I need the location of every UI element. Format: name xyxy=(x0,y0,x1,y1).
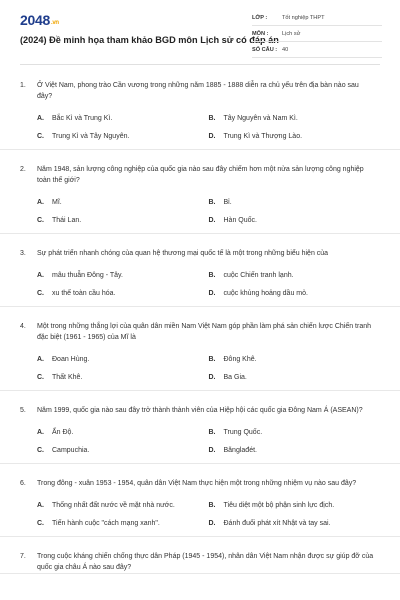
option-letter: D. xyxy=(208,519,216,527)
question-6 xyxy=(0,464,400,537)
question-number: 1. xyxy=(20,82,26,89)
logo-suffix: .vn xyxy=(50,20,59,26)
option-text: cuộc khủng hoảng dầu mỏ. xyxy=(223,289,308,297)
option-letter: B. xyxy=(208,355,216,363)
option-a[interactable] xyxy=(37,193,209,211)
question-list xyxy=(0,66,400,574)
option-c[interactable] xyxy=(37,284,209,302)
option-text: Bắc Kì và Trung Kì. xyxy=(52,114,113,122)
option-text: Bỉ. xyxy=(223,198,232,206)
option-letter: B. xyxy=(208,271,216,279)
option-a[interactable] xyxy=(37,266,209,284)
question-text: Sự phát triển nhanh chóng của quan hệ thương mại quốc tế là một trong những biểu hiện của xyxy=(37,250,329,257)
question-4 xyxy=(0,307,400,391)
question-number: 5. xyxy=(20,407,26,414)
option-letter: A. xyxy=(37,198,44,206)
site-logo[interactable] xyxy=(20,12,59,28)
option-text: Trung Kì và Thượng Lào. xyxy=(223,132,303,140)
answer-options xyxy=(20,186,380,233)
answer-options xyxy=(20,102,380,149)
option-letter: D. xyxy=(208,289,216,297)
option-letter: B. xyxy=(208,198,216,206)
page-header xyxy=(0,0,400,66)
option-b[interactable] xyxy=(209,496,381,514)
option-text: cuộc Chiến tranh lạnh. xyxy=(223,271,294,279)
question-text: Trong cuộc kháng chiến chống thực dân Pháp (1945 - 1954), nhân dân Việt Nam nhận được sự giúp đỡ của quốc gia châu Á nào sau đây? xyxy=(37,553,374,571)
question-1 xyxy=(0,66,400,150)
option-letter: C. xyxy=(37,519,44,527)
option-c[interactable] xyxy=(37,514,209,532)
option-a[interactable] xyxy=(37,423,209,441)
option-a[interactable] xyxy=(37,109,209,127)
question-number: 4. xyxy=(20,323,26,330)
option-text: Đánh đuổi phát xít Nhật và tay sai. xyxy=(223,519,331,527)
option-text: Campuchia. xyxy=(52,446,90,454)
option-c[interactable] xyxy=(37,211,209,229)
meta-label: MÔN : xyxy=(252,30,269,37)
question-text: Năm 1999, quốc gia nào sau đây trở thành thành viên của Hiệp hội các quốc gia Đông Nam Á (ASEAN)? xyxy=(37,407,363,414)
option-letter: A. xyxy=(37,355,44,363)
option-text: mâu thuẫn Đông - Tây. xyxy=(52,271,123,279)
meta-value: Tốt nghiệp THPT xyxy=(282,14,325,21)
meta-row-question-count xyxy=(252,42,382,58)
exam-info-panel xyxy=(252,10,382,58)
option-text: Ba Gia. xyxy=(223,373,247,381)
option-letter: D. xyxy=(208,216,216,224)
meta-label: LỚP : xyxy=(252,14,268,21)
answer-options xyxy=(20,489,380,536)
option-text: Hàn Quốc. xyxy=(223,216,257,224)
option-c[interactable] xyxy=(37,127,209,145)
option-b[interactable] xyxy=(209,109,381,127)
question-number: 7. xyxy=(20,553,26,560)
meta-row-subject xyxy=(252,26,382,42)
question-5 xyxy=(0,391,400,464)
option-a[interactable] xyxy=(37,350,209,368)
option-letter: B. xyxy=(208,501,216,509)
logo-text: 2048 xyxy=(20,12,50,28)
option-text: Đông Khê. xyxy=(223,355,257,363)
option-letter: C. xyxy=(37,289,44,297)
question-number: 6. xyxy=(20,480,26,487)
option-letter: D. xyxy=(208,373,216,381)
option-b[interactable] xyxy=(209,350,381,368)
answer-options xyxy=(20,259,380,306)
option-text: Bănglađét. xyxy=(223,446,257,454)
option-text: Tây Nguyên và Nam Kì. xyxy=(223,114,298,122)
option-text: Tiến hành cuộc "cách mạng xanh". xyxy=(52,519,160,527)
option-d[interactable] xyxy=(209,127,381,145)
option-d[interactable] xyxy=(209,514,381,532)
option-c[interactable] xyxy=(37,368,209,386)
option-text: Thất Khê. xyxy=(52,373,83,381)
option-letter: D. xyxy=(208,132,216,140)
option-letter: B. xyxy=(208,114,216,122)
question-number: 2. xyxy=(20,166,26,173)
option-text: Ấn Độ. xyxy=(52,428,74,436)
header-divider xyxy=(20,64,380,65)
option-d[interactable] xyxy=(209,211,381,229)
option-d[interactable] xyxy=(209,368,381,386)
meta-value: 40 xyxy=(282,46,289,53)
question-3 xyxy=(0,234,400,307)
option-letter: A. xyxy=(37,271,44,279)
question-text: Một trong những thắng lợi của quân dân miền Nam Việt Nam góp phần làm phá sản chiến lược Chiến tranh đặc biệt (1961 - 1965) của Mĩ là xyxy=(37,323,372,341)
option-text: Thống nhất đất nước về mặt nhà nước. xyxy=(52,501,175,509)
option-text: xu thế toàn cầu hóa. xyxy=(52,289,116,297)
option-letter: D. xyxy=(208,446,216,454)
page-title: (2024) Đề minh họa tham khảo BGD môn Lịch sử có đáp án xyxy=(20,35,279,45)
answer-options xyxy=(20,343,380,390)
option-text: Trung Quốc. xyxy=(223,428,263,436)
option-letter: C. xyxy=(37,446,44,454)
option-letter: A. xyxy=(37,114,44,122)
question-text: Năm 1948, sản lượng công nghiệp của quốc gia nào sau đây chiếm hơn một nửa sản lượng công nghiệp toàn thế giới? xyxy=(37,166,364,184)
question-2 xyxy=(0,150,400,234)
option-text: Tiêu diệt một bộ phận sinh lực địch. xyxy=(223,501,335,509)
option-d[interactable] xyxy=(209,441,381,459)
option-b[interactable] xyxy=(209,423,381,441)
option-letter: B. xyxy=(208,428,216,436)
option-letter: C. xyxy=(37,132,44,140)
option-b[interactable] xyxy=(209,266,381,284)
question-text: Ở Việt Nam, phong trào Cần vương trong những năm 1885 - 1888 diễn ra chủ yếu trên địa bàn nào sau đây? xyxy=(37,82,359,100)
option-text: Thái Lan. xyxy=(52,216,82,224)
option-b[interactable] xyxy=(209,193,381,211)
option-letter: C. xyxy=(37,373,44,381)
meta-label: SỐ CÂU : xyxy=(252,46,278,53)
option-letter: A. xyxy=(37,501,44,509)
question-number: 3. xyxy=(20,250,26,257)
option-c[interactable] xyxy=(37,441,209,459)
question-text: Trong đông - xuân 1953 - 1954, quân dân Việt Nam thực hiện một trong những nhiệm vụ nào sau đây? xyxy=(37,480,357,487)
option-text: Trung Kì và Tây Nguyên. xyxy=(52,132,130,140)
option-text: Mĩ. xyxy=(52,198,62,206)
meta-row-class xyxy=(252,10,382,26)
option-a[interactable] xyxy=(37,496,209,514)
option-letter: C. xyxy=(37,216,44,224)
option-letter: A. xyxy=(37,428,44,436)
meta-value: Lịch sử xyxy=(282,30,301,37)
answer-options xyxy=(20,416,380,463)
option-text: Đoan Hùng. xyxy=(52,355,90,363)
question-7 xyxy=(0,537,400,574)
option-d[interactable] xyxy=(209,284,381,302)
